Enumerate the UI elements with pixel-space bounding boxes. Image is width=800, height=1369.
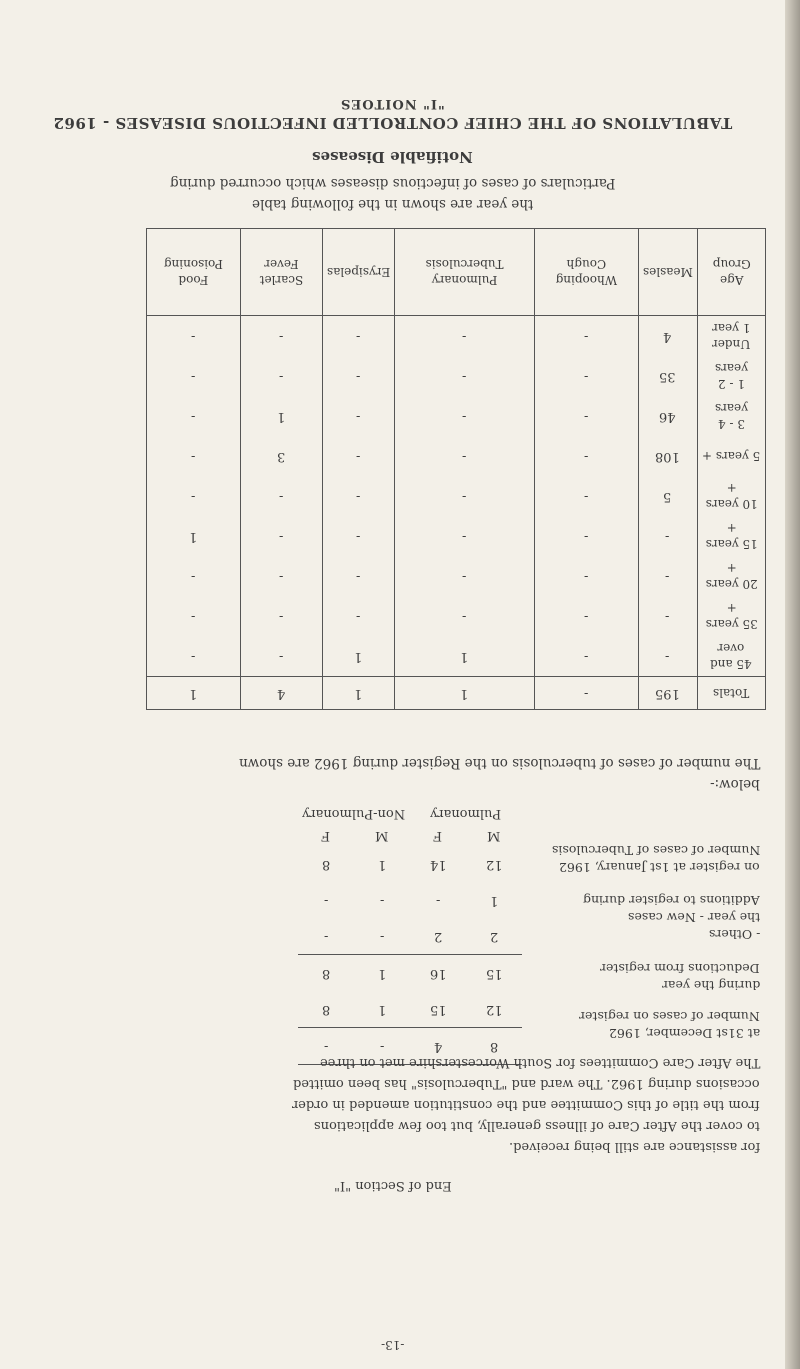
total-cell: 1 — [147, 677, 241, 710]
table-row — [147, 356, 766, 396]
table-cell: - — [535, 516, 639, 556]
age-group-cell: 10 years + — [697, 476, 765, 516]
table-cell: - — [535, 636, 639, 677]
table-cell: 1 — [489, 892, 499, 908]
total-cell: 195 — [638, 677, 697, 710]
table-cell: - — [394, 476, 534, 516]
table-cell: 1 — [240, 396, 322, 436]
table-cell: - — [240, 596, 322, 636]
table-cell: 16 — [429, 965, 447, 981]
table-cell: 12 — [466, 991, 522, 1028]
table-cell: 2 — [410, 918, 466, 955]
table-row — [298, 991, 522, 1028]
table-row — [298, 846, 522, 882]
column-header: Measles — [638, 229, 697, 316]
table-cell: 1 — [377, 856, 387, 872]
table-cell: - — [638, 556, 697, 596]
table-cell: - — [322, 356, 394, 396]
table-cell: 4 — [638, 316, 697, 357]
table-cell: 8 — [321, 965, 331, 981]
table-header-row — [147, 229, 766, 316]
column-header: Scarlet Fever — [240, 229, 322, 316]
table-cell: 108 — [638, 436, 697, 476]
column-subheader: F — [321, 827, 331, 843]
table-cell: - — [147, 556, 241, 596]
table-cell: - — [322, 316, 394, 357]
table-cell: - — [240, 356, 322, 396]
side-note-2: Additions to register during the year - New cases - Others — [583, 893, 760, 942]
table-row — [298, 882, 522, 918]
table-row — [147, 516, 766, 556]
column-header: Pulmonary Tuberculosis — [394, 229, 534, 316]
table-cell: 8 — [466, 1028, 522, 1065]
age-group-cell: 35 years + — [697, 596, 765, 636]
table-cell: - — [354, 1028, 410, 1065]
table-cell: - — [298, 918, 354, 955]
totals-row — [147, 677, 766, 710]
table-header-row — [298, 802, 522, 824]
table-cell: 15 — [485, 965, 503, 981]
table-cell: - — [394, 436, 534, 476]
table-cell: - — [394, 596, 534, 636]
column-subheader: M — [487, 827, 501, 843]
table-cell: - — [535, 356, 639, 396]
table-cell: - — [147, 316, 241, 357]
intro-paragraph: Particulars of cases of infectious diseases which occurred during the year are shown in the following table — [169, 175, 616, 212]
table-cell: - — [535, 556, 639, 596]
table-cell: 2 — [466, 918, 522, 955]
table-cell: - — [322, 476, 394, 516]
totals-label: Totals — [697, 677, 765, 710]
table-cell: 1 — [394, 636, 534, 677]
table-cell: - — [435, 892, 441, 908]
table-cell: - — [638, 636, 697, 677]
column-header: Whooping Cough — [535, 229, 639, 316]
table-cell: 1 — [354, 991, 410, 1028]
age-group-cell: 15 years + — [697, 516, 765, 556]
table-cell: - — [240, 636, 322, 677]
column-header: Erysipelas — [322, 229, 394, 316]
table-cell: - — [535, 316, 639, 357]
age-group-cell: 3 - 4 years — [697, 396, 765, 436]
section-footer: End of Section "I" — [333, 1178, 452, 1193]
table-cell: - — [240, 476, 322, 516]
table-cell: - — [394, 516, 534, 556]
infectious-diseases-table — [146, 228, 766, 710]
table-cell: - — [147, 636, 241, 677]
table-cell: - — [322, 396, 394, 436]
table-cell: - — [394, 556, 534, 596]
table-cell: - — [535, 476, 639, 516]
table-row — [147, 556, 766, 596]
table-row — [147, 636, 766, 677]
table-cell: - — [535, 596, 639, 636]
page-number: -13- — [380, 1338, 405, 1352]
table-cell: - — [323, 892, 329, 908]
column-header: Pulmonary — [430, 805, 502, 821]
table-cell: - — [147, 436, 241, 476]
table-row — [147, 436, 766, 476]
total-cell: 1 — [394, 677, 534, 710]
table-cell: 1 — [322, 636, 394, 677]
age-group-cell: 20 years + — [697, 556, 765, 596]
total-cell: - — [535, 677, 639, 710]
tuberculosis-table — [298, 802, 522, 1065]
side-note-3: Deductions from register during the year — [600, 961, 760, 993]
table-cell: 3 — [240, 436, 322, 476]
table-cell: - — [535, 396, 639, 436]
table-cell: 14 — [429, 856, 447, 872]
total-cell: 4 — [240, 677, 322, 710]
table-cell: - — [322, 596, 394, 636]
section-label: "I" NOITOES — [340, 96, 445, 111]
table-cell: - — [240, 316, 322, 357]
table-cell: 46 — [638, 396, 697, 436]
table-cell: 4 — [410, 1028, 466, 1065]
table-row — [147, 316, 766, 357]
table-cell: - — [354, 918, 410, 955]
after-care-paragraph: The After Care Committees for South Worcestershire met on three occasions during 1962. The ward and "Tuberculosis" has been omitted from the title of this Committee and the constitution amended in order to cover the After Care of illness generally, but too few applications for assistance are still being received. — [292, 1055, 760, 1154]
age-group-cell: Under 1 year — [697, 316, 765, 357]
table-cell: - — [394, 316, 534, 357]
table-cell: - — [394, 396, 534, 436]
column-header: Food Poisoning — [147, 229, 241, 316]
table-cell: - — [147, 356, 241, 396]
table-cell: - — [638, 596, 697, 636]
table-cell: - — [535, 436, 639, 476]
side-note-1: Number of cases of Tuberculosis on register at 1st January, 1962 — [551, 843, 760, 875]
table-row — [147, 596, 766, 636]
table-row — [298, 955, 522, 992]
table-cell: - — [638, 516, 697, 556]
table-cell: - — [240, 556, 322, 596]
table-cell: 5 — [638, 476, 697, 516]
table-cell: 1 — [147, 516, 241, 556]
column-header: Non-Pulmonary — [302, 805, 406, 821]
table-cell: - — [322, 516, 394, 556]
table-cell: - — [322, 556, 394, 596]
column-header: Age Group — [697, 229, 765, 316]
table-cell: - — [394, 356, 534, 396]
table-row — [147, 476, 766, 516]
table-cell: - — [298, 1028, 354, 1065]
table-cell: 12 — [485, 856, 503, 872]
table-cell: 15 — [410, 991, 466, 1028]
table-cell: - — [147, 476, 241, 516]
table-cell: 35 — [638, 356, 697, 396]
age-group-cell: 1 - 2 years — [697, 356, 765, 396]
table-cell: 8 — [321, 856, 331, 872]
table-subheader-row — [298, 824, 522, 846]
subtitle: Notifiable Diseases — [312, 148, 473, 166]
total-cell: 1 — [322, 677, 394, 710]
table-cell: - — [147, 596, 241, 636]
age-group-cell: 45 and over — [697, 636, 765, 677]
age-group-cell: 5 years + — [697, 436, 765, 476]
table-cell: - — [322, 436, 394, 476]
table-row — [147, 396, 766, 436]
table-row — [298, 918, 522, 955]
page-edge-shadow — [785, 0, 800, 1369]
table-cell: 1 — [377, 965, 387, 981]
tuberculosis-intro: The number of cases of tuberculosis on the Register during 1962 are shown below:- — [238, 755, 760, 792]
column-subheader: F — [433, 827, 443, 843]
column-subheader: M — [375, 827, 389, 843]
page-header: TABULATIONS OF THE CHIEF CONTROLLED INFECTIOUS DISEASES - 1962 — [52, 114, 733, 132]
side-note-4: Number of cases on register at 31st December, 1962 — [579, 1009, 760, 1041]
table-cell: - — [379, 892, 385, 908]
table-cell: - — [147, 396, 241, 436]
table-cell: 8 — [298, 991, 354, 1028]
table-cell: - — [240, 516, 322, 556]
